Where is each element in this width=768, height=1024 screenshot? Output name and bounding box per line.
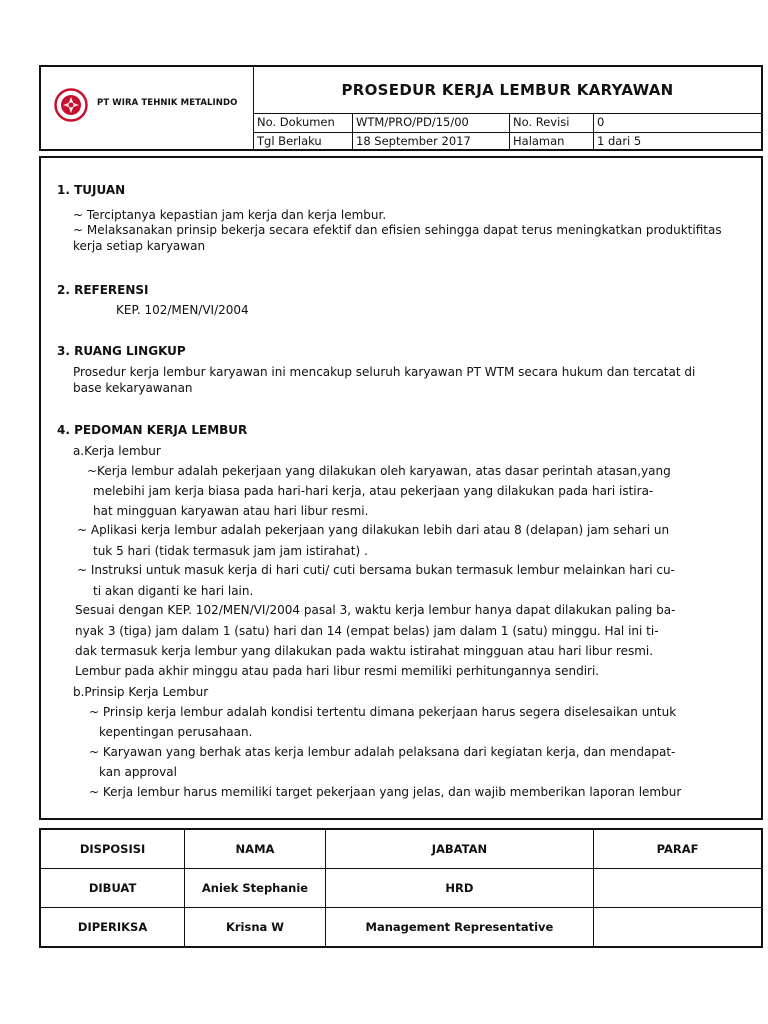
document-header <box>39 65 763 151</box>
pedoman-line: hat mingguan karyawan atau hari libur resmi. <box>93 504 369 518</box>
logo-cell <box>41 67 254 149</box>
divider <box>593 114 594 149</box>
pedoman-line: nyak 3 (tiga) jam dalam 1 (satu) hari dan 14 (empat belas) jam dalam 1 (satu) minggu. Hal ini ti- <box>75 624 659 638</box>
section-title-tujuan: 1. TUJUAN <box>57 183 126 197</box>
column-header: PARAF <box>594 829 762 869</box>
subsection-kerja-lembur: a.Kerja lembur <box>73 444 161 458</box>
paraf-cell <box>594 869 762 908</box>
column-header: JABATAN <box>325 829 593 869</box>
pedoman-line: ~ Aplikasi kerja lembur adalah pekerjaan yang dilakukan lebih dari atau 8 (delapan) jam sehari un <box>77 523 670 537</box>
referensi-line: KEP. 102/MEN/VI/2004 <box>116 303 249 317</box>
section-title-referensi: 2. REFERENSI <box>57 283 149 297</box>
title-cell <box>254 67 761 114</box>
pedoman-line: melebihi jam kerja biasa pada hari-hari kerja, atau pekerjaan yang dilakukan pada hari istira- <box>93 484 654 498</box>
prinsip-line: kan approval <box>99 765 177 779</box>
company-logo-icon <box>54 88 88 122</box>
divider <box>509 114 510 149</box>
pedoman-line: ~ Instruksi untuk masuk kerja di hari cuti/ cuti bersama bukan termasuk lembur melainkan hari cu- <box>77 563 675 577</box>
pedoman-line: ti akan diganti ke hari lain. <box>93 584 254 598</box>
ruang-lingkup-line: Prosedur kerja lembur karyawan ini mencakup seluruh karyawan PT WTM secara hukum dan tercatat di <box>73 365 696 379</box>
divider <box>352 114 353 149</box>
no-revisi-label: No. Revisi <box>513 115 570 129</box>
company-name: PT WIRA TEHNIK METALINDO <box>97 98 238 108</box>
prinsip-line: ~ Prinsip kerja lembur adalah kondisi tertentu dimana pekerjaan harus segera diselesaikan untuk <box>89 705 677 719</box>
approval-table <box>39 828 763 948</box>
pedoman-line: Lembur pada akhir minggu atau pada hari libur resmi memiliki perhitungannya sendiri. <box>75 664 600 678</box>
pedoman-line: ~Kerja lembur adalah pekerjaan yang dilakukan oleh karyawan, atas dasar perintah atasan,yang <box>87 464 671 478</box>
section-title-ruang-lingkup: 3. RUANG LINGKUP <box>57 344 186 358</box>
table-cell: Aniek Stephanie <box>185 869 326 908</box>
table-row <box>40 908 762 948</box>
pedoman-line: dak termasuk kerja lembur yang dilakukan pada waktu istirahat mingguan atau hari libur resmi. <box>75 644 654 658</box>
paraf-cell <box>594 908 762 948</box>
column-header: DISPOSISI <box>40 829 185 869</box>
no-dokumen-label: No. Dokumen <box>257 115 335 129</box>
prinsip-line: ~ Kerja lembur harus memiliki target pekerjaan yang jelas, dan wajib memberikan laporan lembur <box>89 785 682 799</box>
tujuan-line: ~ Melaksanakan prinsip bekerja secara efektif dan efisien sehingga dapat terus meningkatkan produktifitas <box>73 223 722 237</box>
table-cell: HRD <box>325 869 593 908</box>
tgl-berlaku-label: Tgl Berlaku <box>257 134 322 148</box>
tujuan-line: kerja setiap karyawan <box>73 239 206 253</box>
prinsip-line: ~ Karyawan yang berhak atas kerja lembur adalah pelaksana dari kegiatan kerja, dan mendapat- <box>89 745 676 759</box>
halaman-label: Halaman <box>513 134 565 148</box>
table-cell: Krisna W <box>185 908 326 948</box>
meta-row-2 <box>254 133 761 151</box>
meta-row-1 <box>254 114 761 133</box>
document-title: PROSEDUR KERJA LEMBUR KARYAWAN <box>341 81 674 99</box>
tujuan-line: ~ Terciptanya kepastian jam kerja dan kerja lembur. <box>73 208 387 222</box>
halaman-value: 1 dari 5 <box>597 134 642 148</box>
pedoman-line: tuk 5 hari (tidak termasuk jam jam istirahat) . <box>93 544 368 558</box>
document-body <box>39 156 763 820</box>
table-cell: DIBUAT <box>40 869 185 908</box>
ruang-lingkup-line: base kekaryawanan <box>73 381 193 395</box>
tgl-berlaku-value: 18 September 2017 <box>356 134 471 148</box>
no-revisi-value: 0 <box>597 115 605 129</box>
column-header: NAMA <box>185 829 326 869</box>
subsection-prinsip: b.Prinsip Kerja Lembur <box>73 685 209 699</box>
table-cell: Management Representative <box>325 908 593 948</box>
table-header-row <box>40 829 762 869</box>
prinsip-line: kepentingan perusahaan. <box>99 725 253 739</box>
no-dokumen-value: WTM/PRO/PD/15/00 <box>356 115 469 129</box>
section-title-pedoman: 4. PEDOMAN KERJA LEMBUR <box>57 423 248 437</box>
table-cell: DIPERIKSA <box>40 908 185 948</box>
pedoman-line: Sesuai dengan KEP. 102/MEN/VI/2004 pasal 3, waktu kerja lembur hanya dapat dilakukan paling ba- <box>75 603 676 617</box>
table-row <box>40 869 762 908</box>
